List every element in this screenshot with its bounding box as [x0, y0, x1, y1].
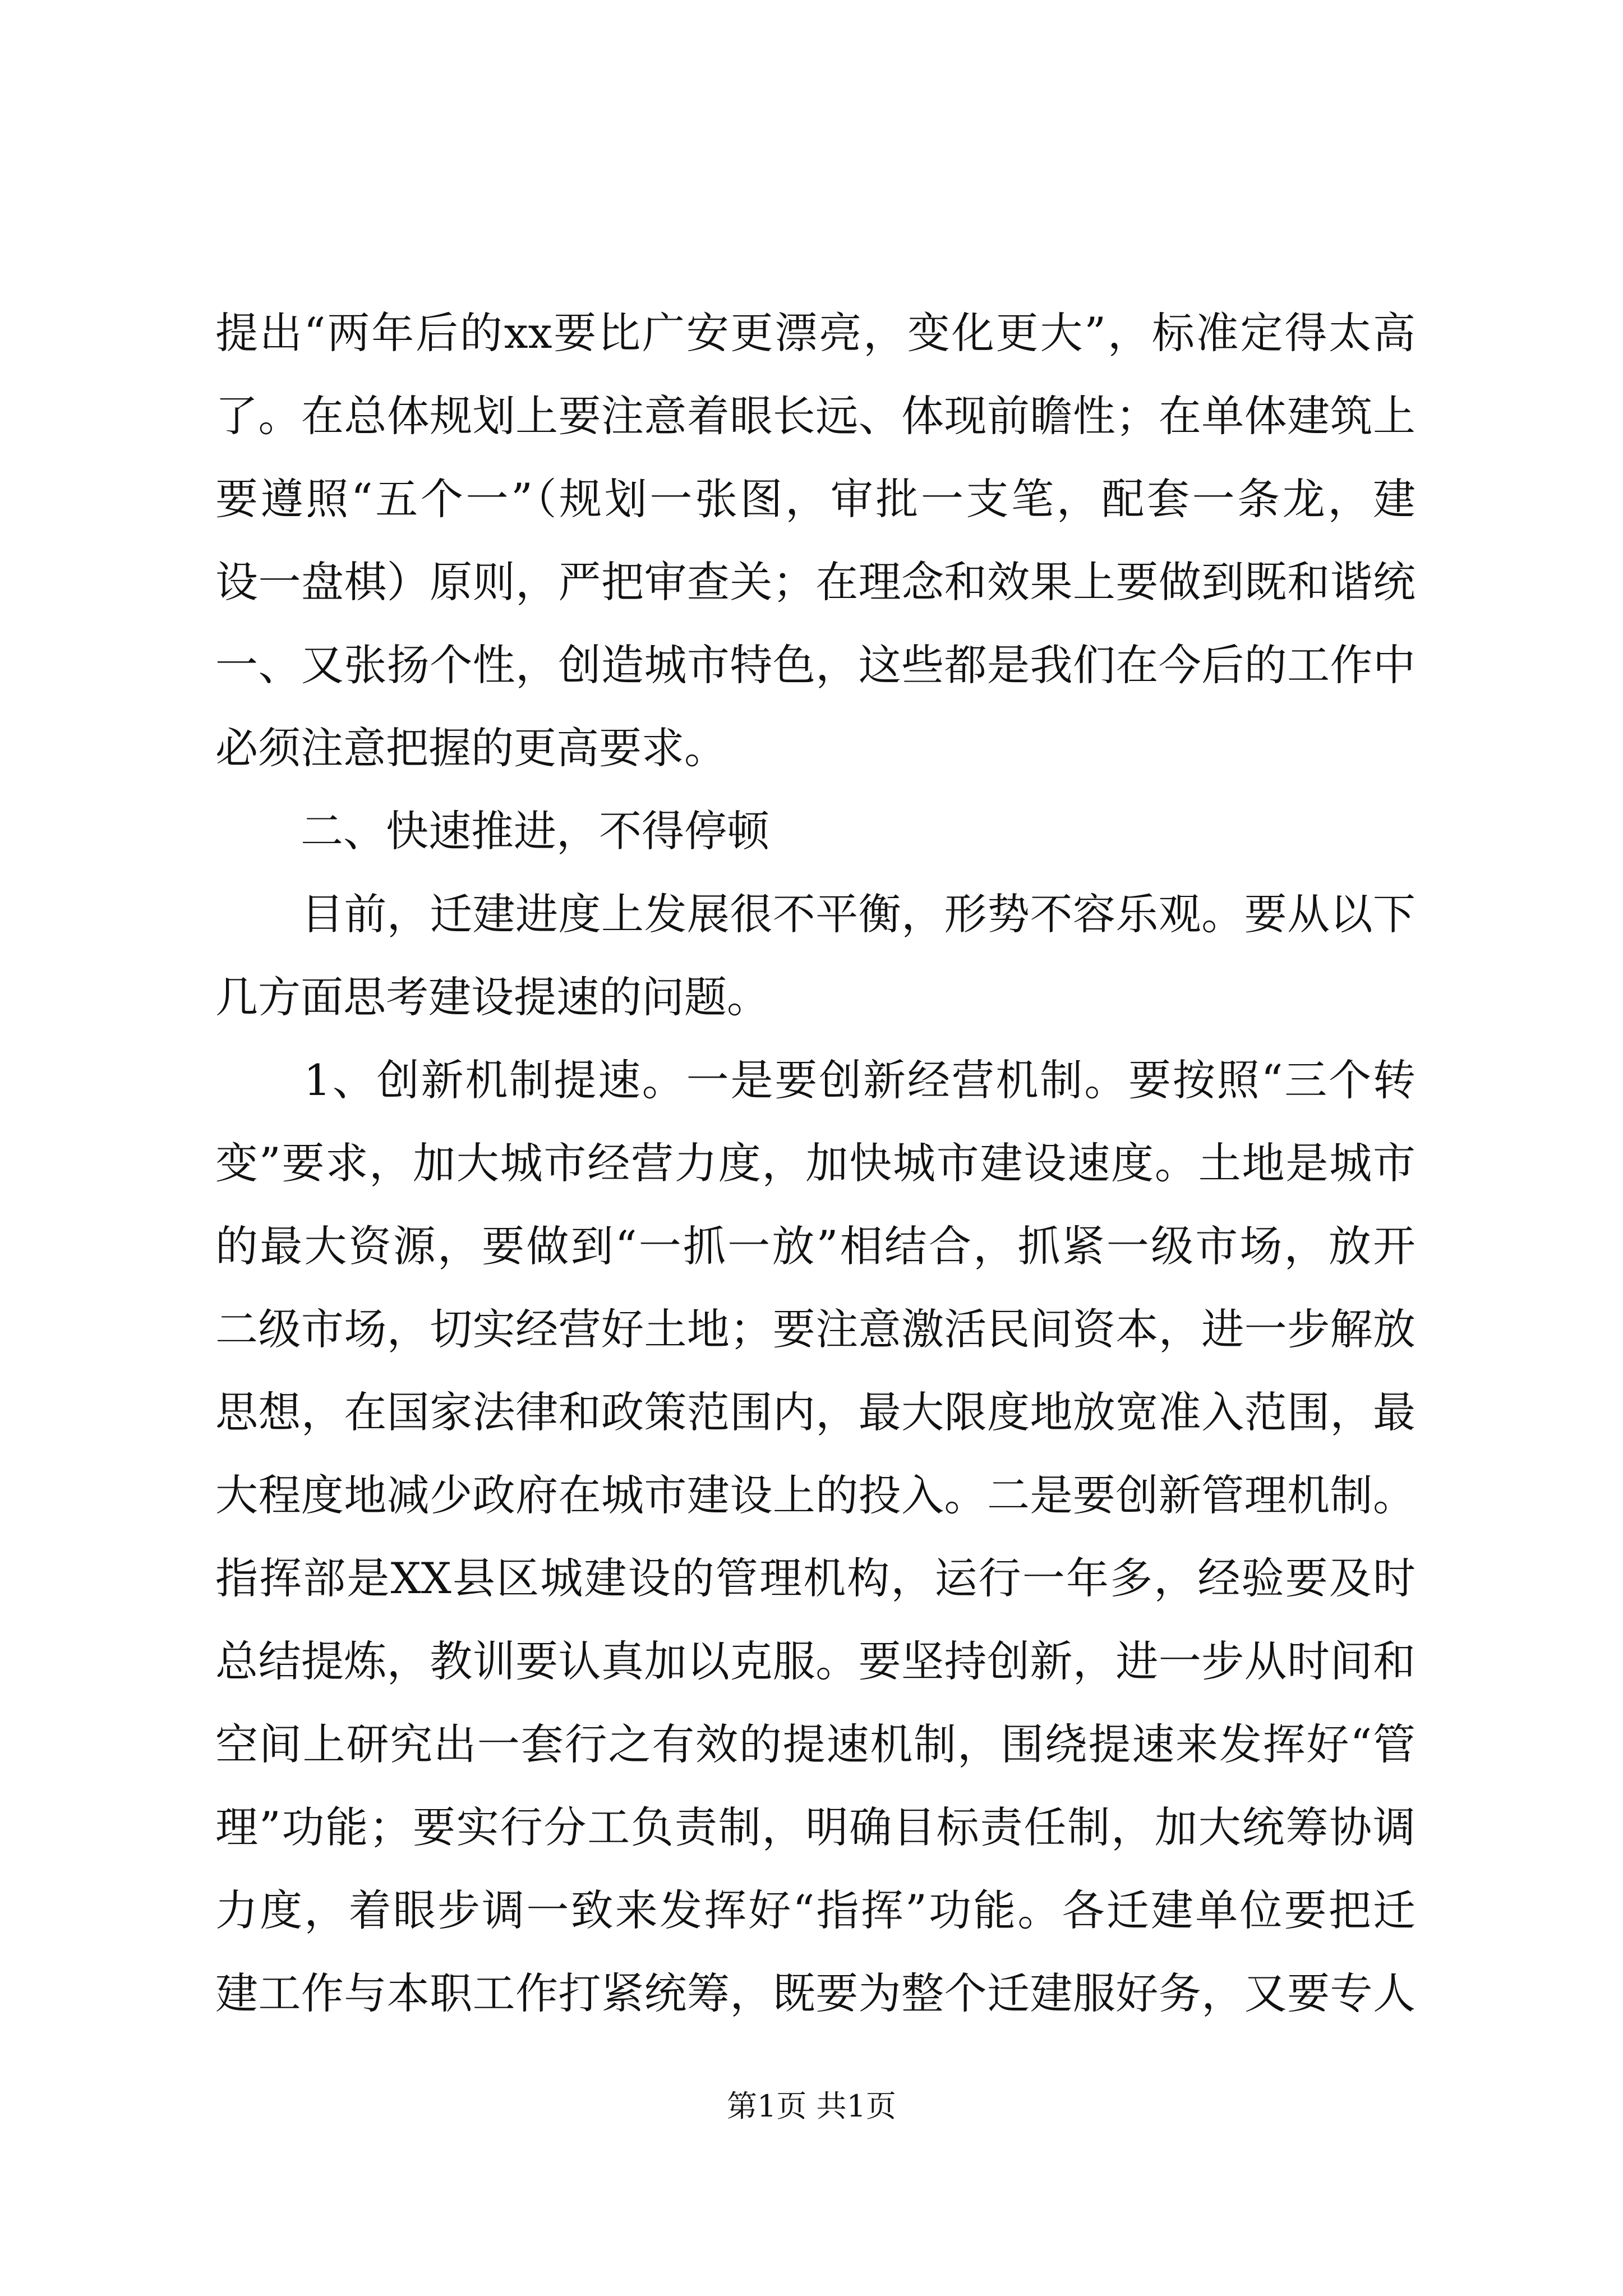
text-line: 设一盘棋）原则，严把审查关；在理念和效果上要做到既和谐统 [215, 557, 1415, 607]
text-line: 空间上研究出一套行之有效的提速机制，围绕提速来发挥好“管 [215, 1719, 1415, 1769]
text-line: 建工作与本职工作打紧统筹，既要为整个迁建服好务，又要专人 [215, 1968, 1415, 2018]
text-line: 1、创新机制提速。一是要创新经营机制。要按照“三个转 [215, 1055, 1415, 1105]
text-line: 提出“两年后的xx要比广安更漂亮，变化更大”，标准定得太高 [215, 308, 1415, 358]
text-line: 大程度地减少政府在城市建设上的投入。二是要创新管理机制。 [215, 1470, 1415, 1520]
page-footer: 第1页 共1页 [727, 2088, 896, 2124]
text-line: 必须注意把握的更高要求。 [215, 723, 727, 773]
text-line: 理”功能；要实行分工负责制，明确目标责任制，加大统筹协调 [215, 1802, 1415, 1852]
text-line: 了。在总体规划上要注意着眼长远、体现前瞻性；在单体建筑上 [215, 391, 1415, 441]
text-line: 二级市场，切实经营好土地；要注意激活民间资本，进一步解放 [215, 1304, 1415, 1354]
text-line: 变”要求，加大城市经营力度，加快城市建设速度。土地是城市 [215, 1138, 1415, 1188]
document-body [215, 292, 1415, 2035]
text-line: 要遵照“五个一”（规划一张图，审批一支笔，配套一条龙，建 [215, 474, 1415, 524]
text-line: 总结提炼，教训要认真加以克服。要坚持创新，进一步从时间和 [215, 1636, 1415, 1686]
text-line: 目前，迁建进度上发展很不平衡，形势不容乐观。要从以下 [215, 889, 1415, 939]
text-line: 力度，着眼步调一致来发挥好“指挥”功能。各迁建单位要把迁 [215, 1885, 1415, 1935]
text-line: 二、快速推进，不得停顿 [215, 806, 769, 856]
text-line: 思想，在国家法律和政策范围内，最大限度地放宽准入范围，最 [215, 1387, 1415, 1437]
text-line: 指挥部是XX县区城建设的管理机构，运行一年多，经验要及时 [215, 1553, 1415, 1603]
text-line: 几方面思考建设提速的问题。 [215, 972, 769, 1022]
text-line: 的最大资源，要做到“一抓一放”相结合，抓紧一级市场，放开 [215, 1221, 1415, 1271]
text-line: 一、又张扬个性，创造城市特色，这些都是我们在今后的工作中 [215, 640, 1415, 690]
